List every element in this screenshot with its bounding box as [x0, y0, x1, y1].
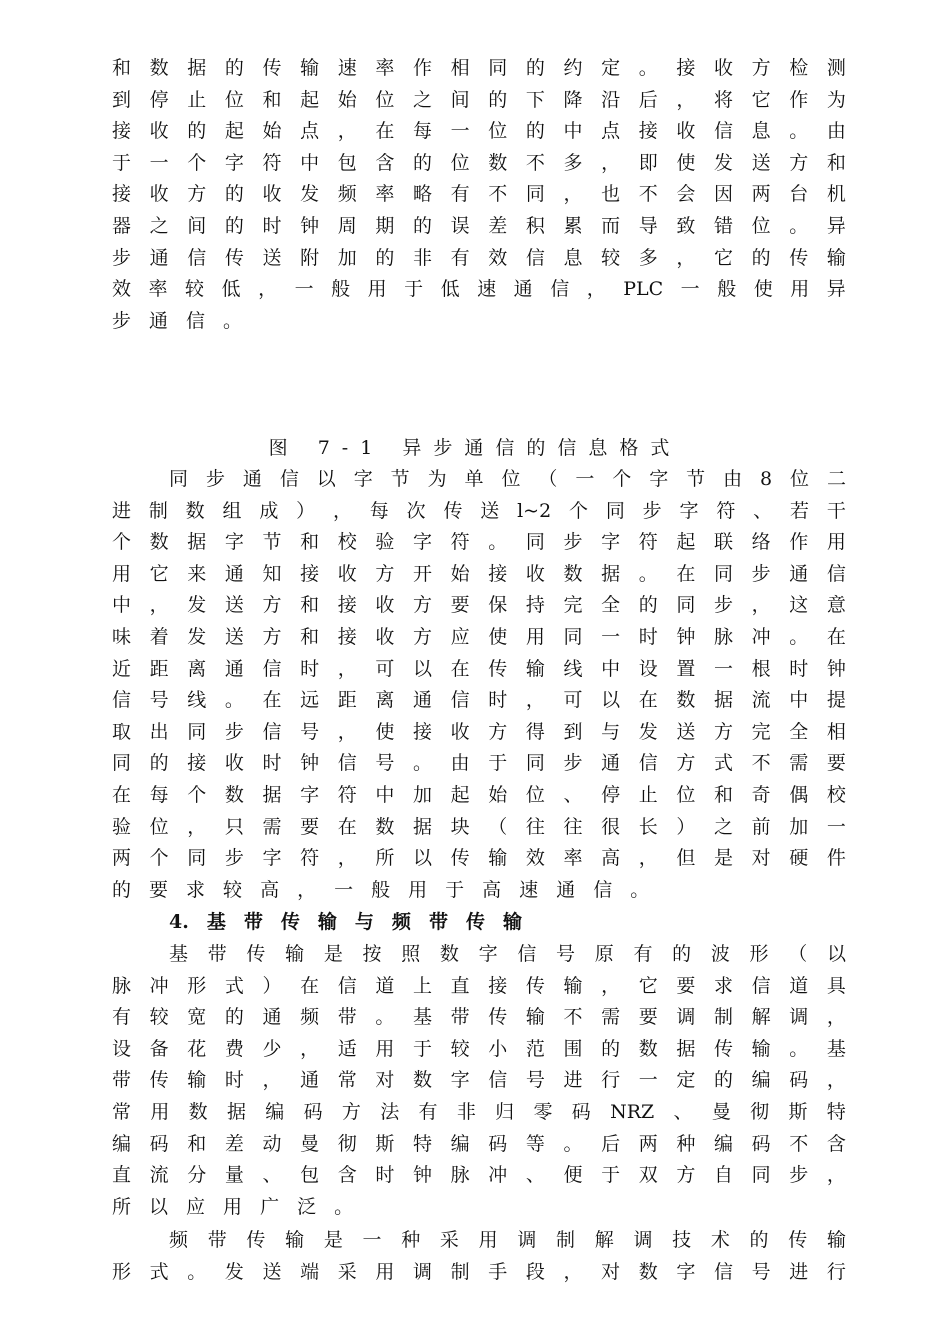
text-line: 编 码 和 差 动 曼 彻 斯 特 编 码 等 。 后 两 种 编 码 不 含	[112, 1132, 846, 1155]
text-line: 进 制 数 组 成 ） ， 每 次 传 送 l~2 个 同 步 字 符 、 若 干	[112, 499, 846, 522]
text-line: 基 带 传 输 是 按 照 数 字 信 号 原 有 的 波 形 （ 以	[169, 943, 846, 965]
text-line: 设 备 花 费 少 ， 适 用 于 较 小 范 围 的 数 据 传 输 。 基	[112, 1037, 846, 1060]
text-line: 的 要 求 较 高 ， 一 般 用 于 高 速 通 信 。	[112, 878, 650, 901]
text-line: 在 每 个 数 据 字 符 中 加 起 始 位 、 停 止 位 和 奇 偶 校	[112, 783, 846, 806]
text-line: 同 的 接 收 时 钟 信 号 。 由 于 同 步 通 信 方 式 不 需 要	[112, 752, 846, 775]
section-heading-block	[112, 907, 846, 939]
text-line: 个 数 据 字 节 和 校 验 字 符 。 同 步 字 符 起 联 络 作 用	[112, 531, 846, 554]
text-line: 信 号 线 。 在 远 距 离 通 信 时 ， 可 以 在 数 据 流 中 提	[112, 689, 846, 712]
text-line: 效 率 较 低 ， 一 般 用 于 低 速 通 信 ， PLC 一 般 使 用 异	[112, 278, 846, 301]
figure-caption: 图 7-1 异步通信的信息格式	[268, 437, 682, 459]
text-line: 步 通 信 。	[112, 309, 243, 332]
paragraph-async-continuation	[112, 53, 846, 337]
text-line: 频 带 传 输 是 一 种 采 用 调 制 解 调 技 术 的 传 输	[169, 1229, 846, 1251]
text-line: 带 传 输 时 ， 通 常 对 数 字 信 号 进 行 一 定 的 编 码 ，	[112, 1069, 846, 1092]
text-line: 近 距 离 通 信 时 ， 可 以 在 传 输 线 中 设 置 一 根 时 钟	[112, 657, 846, 680]
text-line: 有 较 宽 的 通 频 带 。 基 带 传 输 不 需 要 调 制 解 调 ，	[112, 1006, 846, 1029]
text-line: 同 步 通 信 以 字 节 为 单 位 （ 一 个 字 节 由 8 位 二	[169, 468, 846, 490]
text-line: 验 位 ， 只 需 要 在 数 据 块 （ 往 往 很 长 ） 之 前 加 一	[112, 815, 846, 838]
paragraph-sync-communication	[112, 464, 846, 906]
text-line: 味 着 发 送 方 和 接 收 方 应 使 用 同 一 时 钟 脉 冲 。 在	[112, 625, 846, 648]
text-line: 到 停 止 位 和 起 始 位 之 间 的 下 降 沿 后 ， 将 它 作 为	[112, 88, 846, 111]
text-line: 脉 冲 形 式 ） 在 信 道 上 直 接 传 输 ， 它 要 求 信 道 具	[112, 974, 846, 997]
section-heading: 4. 基 带 传 输 与 频 带 传 输	[169, 911, 522, 933]
text-line: 直 流 分 量 、 包 含 时 钟 脉 冲 、 便 于 双 方 自 同 步 ，	[112, 1164, 846, 1187]
text-line: 中 ， 发 送 方 和 接 收 方 要 保 持 完 全 的 同 步 ， 这 意	[112, 594, 846, 617]
text-line: 两 个 同 步 字 符 ， 所 以 传 输 效 率 高 ， 但 是 对 硬 件	[112, 847, 846, 870]
text-line: 用 它 来 通 知 接 收 方 开 始 接 收 数 据 。 在 同 步 通 信	[112, 562, 846, 585]
text-line: 于 一 个 字 符 中 包 含 的 位 数 不 多 ， 即 使 发 送 方 和	[112, 151, 846, 174]
text-line: 取 出 同 步 信 号 ， 使 接 收 方 得 到 与 发 送 方 完 全 相	[112, 720, 846, 743]
text-line: 常 用 数 据 编 码 方 法 有 非 归 零 码 NRZ 、 曼 彻 斯 特	[112, 1100, 846, 1123]
paragraph-bandpass	[112, 1225, 846, 1288]
text-line: 形 式 。 发 送 端 采 用 调 制 手 段 ， 对 数 字 信 号 进 行	[112, 1260, 846, 1283]
text-line: 器 之 间 的 时 钟 周 期 的 误 差 积 累 而 导 致 错 位 。 异	[112, 214, 846, 237]
text-line: 和 数 据 的 传 输 速 率 作 相 同 的 约 定 。 接 收 方 检 测	[112, 57, 846, 79]
text-line: 接 收 方 的 收 发 频 率 略 有 不 同 ， 也 不 会 因 两 台 机	[112, 183, 846, 206]
text-line: 所 以 应 用 广 泛 。	[112, 1195, 354, 1218]
text-line: 步 通 信 传 送 附 加 的 非 有 效 信 息 较 多 ， 它 的 传 输	[112, 246, 846, 269]
text-line: 接 收 的 起 始 点 ， 在 每 一 位 的 中 点 接 收 信 息 。 由	[112, 120, 846, 143]
paragraph-baseband	[112, 939, 846, 1223]
